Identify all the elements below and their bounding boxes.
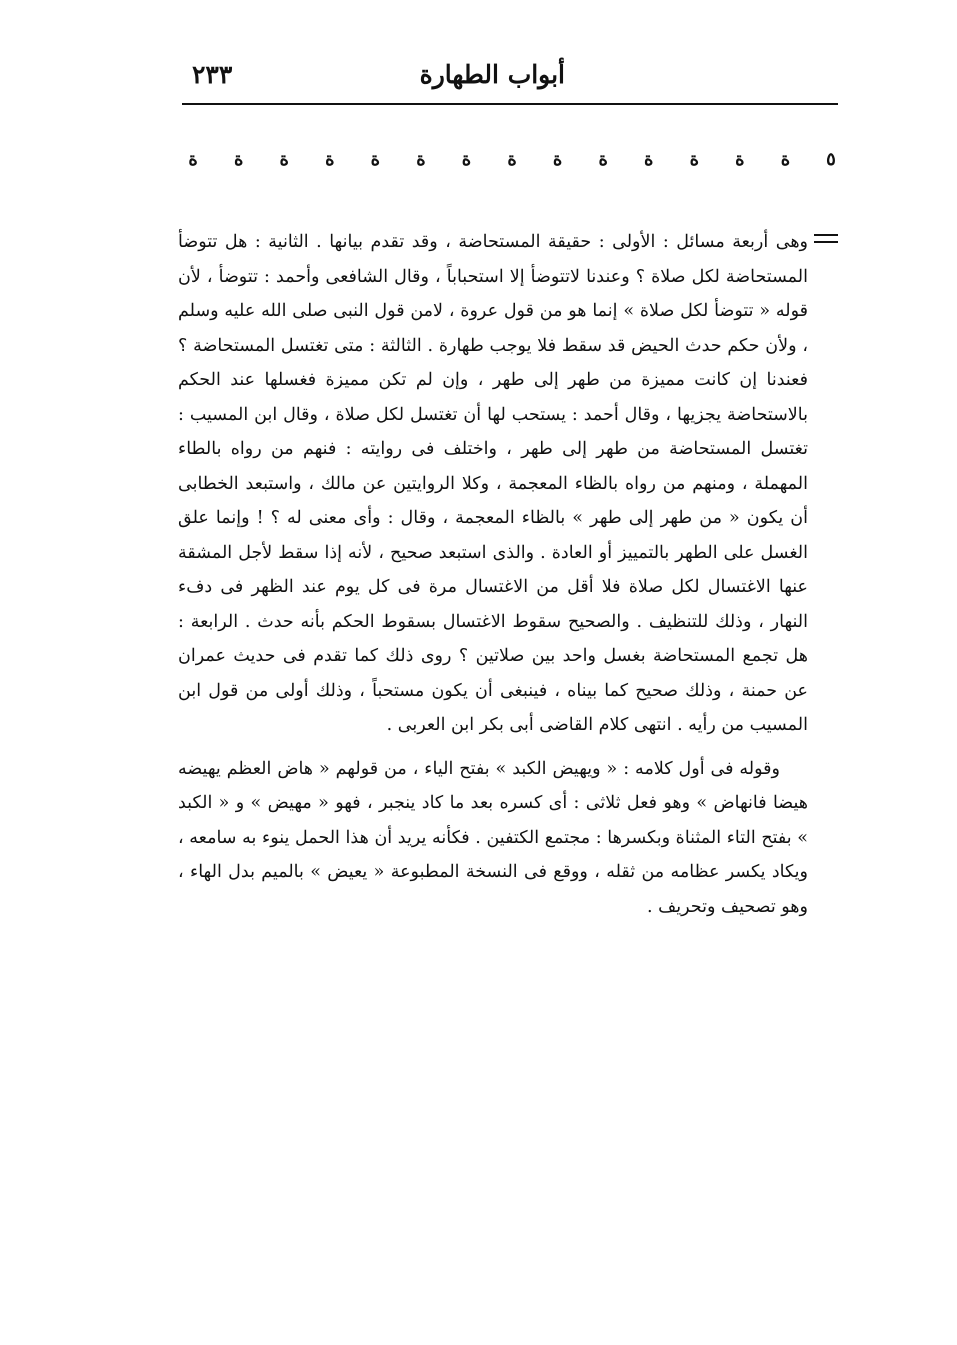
ornament-dot: ة: [416, 148, 426, 170]
ornament-dot: ة: [370, 148, 381, 170]
header-rule: [182, 103, 838, 105]
ornament-dot: ة: [735, 148, 745, 170]
ornament-dot: ة: [780, 148, 791, 170]
ornament-dot: ة: [233, 148, 244, 170]
ornament-dot: ٥: [826, 148, 836, 170]
ornament-dot: ة: [507, 148, 517, 170]
body-text: [178, 225, 808, 924]
running-title: أبواب الطهارة: [419, 60, 565, 89]
paragraph-2: وقوله فى أول كلامه : « ويهيض الكبد » بفتح الياء ، من قولهم « هاض العظم يهيضه هيضا فانهاض » وهو فعل ثلاثى : أى كسره بعد ما كاد ينجبر ، فهو « مهيض » و « الكبد » بفتح التاء المثناة وبكسرها : مجتمع الكتفين . فكأنه يريد أن هذا الحمل ينوء به سامعه ، ويكاد يكسر عظامه من ثقله ، ووقع فى النسخة المطبوعة « يعيض » بالميم بدل الهاء ، وهو تصحيف وتحريف .: [178, 758, 808, 917]
ornament-dot: ة: [689, 148, 700, 170]
ornament-dot: ة: [461, 148, 472, 170]
ornament-dot: ة: [325, 148, 335, 170]
footnote-marker: [814, 234, 838, 248]
paragraph-1: وهى أربعة مسائل : الأولى : حقيقة المستحاضة ، وقد تقدم بيانها . الثانية : هل تتوضأ المستحاضة لكل صلاة ؟ وعندنا لاتتوضأ إلا استحباباً ، وقال الشافعى وأحمد : تتوضأ ، لأن قوله « تتوضأ لكل صلاة » إنما هو من قول عروة ، لامن قول النبى صلى الله عليه وسلم ، ولأن حكم حدث الحيض قد سقط فلا يوجب طهارة . الثالثة : متى تغتسل المستحاضة ؟ فعندنا إن كانت مميزة من طهر إلى طهر ، وإن لم تكن مميزة فغسلها عند الحكم بالاستحاضة يجزيها ، وقال أحمد : يستحب لها أن تغتسل لكل صلاة ، وقال ابن المسيب : تغتسل المستحاضة من طهر إلى طهر ، واختلف فى روايته : فنهم من رواه بالطاء المهملة ، ومنهم من رواه بالظاء المعجمة ، وكلا الروايتين عن مالك ، واستبعد الخطابى أن يكون « من طهر إلى طهر » بالظاء المعجمة ، وقال : وأى معنى له ؟ ! وإنما علق الغسل على الطهر بالتمييز أو العادة . والذى استبعد صحيح ، لأنه إذا سقط لأجل المشقة عنها الاغتسال لكل صلاة فلا أقل من الاغتسال مرة فى كل يوم عند الظهر فى دفء النهار ، وذلك للتنظيف . والصحيح سقوط الاغتسال بسقوط الحكم بأنه حدث . الرابعة : هل تجمع المستحاضة بغسل واحد بين صلاتين ؟ روى ذلك كما تقدم فى حديث عمران عن حمنة ، وذلك صحيح كما بيناه ، فينبغى أن يكون مستحباً ، وذلك أولى من قول ابن المسيب من رأيه . انتهى كلام القاضى أبى بكر ابن العربى .: [178, 232, 808, 735]
ornament-dot: ة: [279, 148, 289, 170]
ornament-dot: ة: [552, 148, 563, 170]
ornament-dot: ة: [598, 148, 608, 170]
ornament-dot: ة: [188, 148, 198, 170]
ornament-row: [184, 144, 840, 174]
page-number: ٢٣٣: [192, 60, 233, 89]
page-header: [180, 58, 830, 106]
ornament-dot: ة: [644, 148, 654, 170]
